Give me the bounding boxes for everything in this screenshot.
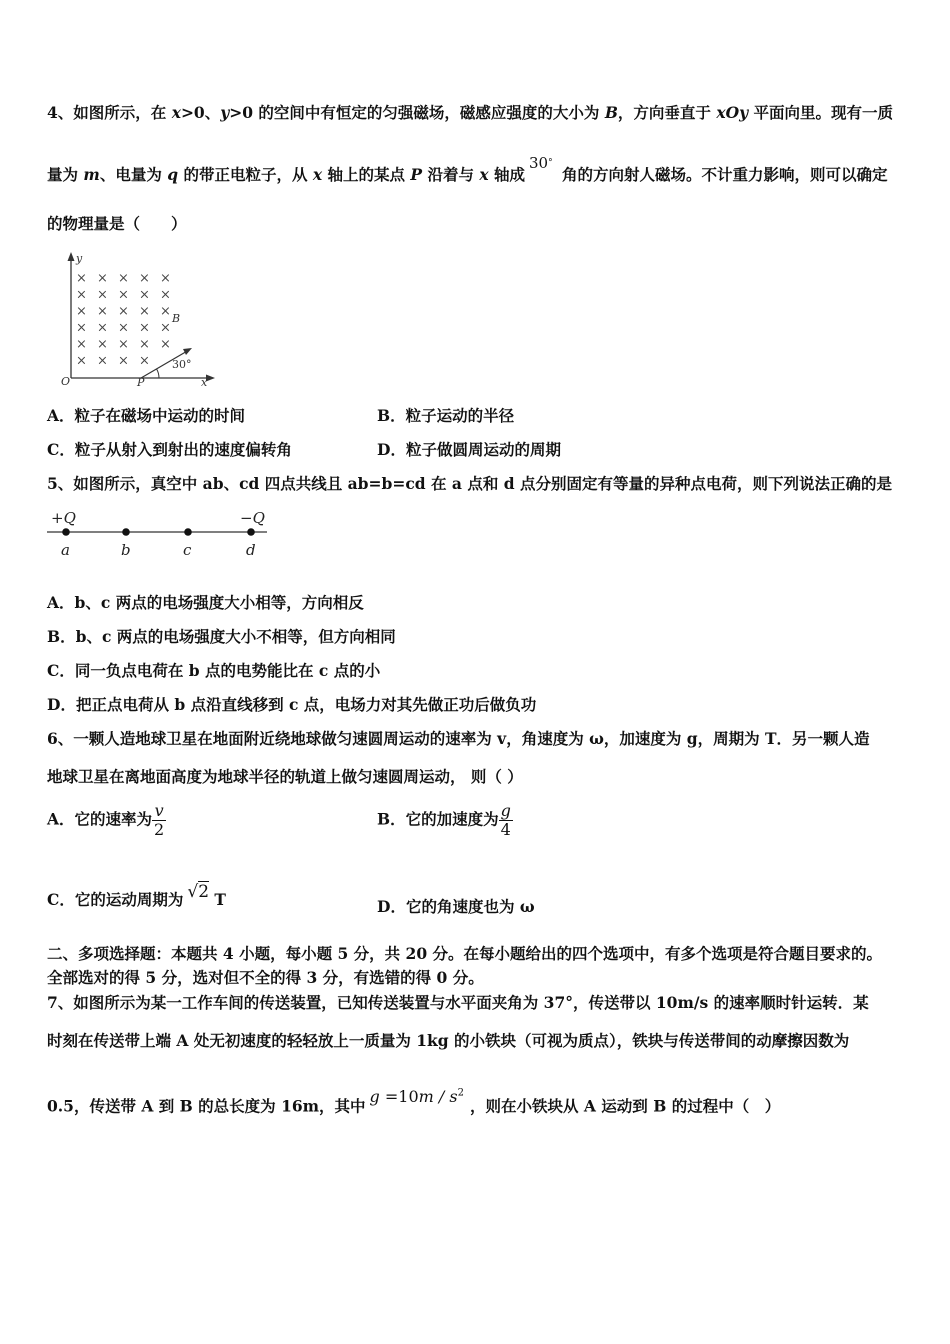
field-cross: × bbox=[97, 353, 108, 369]
field-cross: × bbox=[76, 287, 87, 303]
label-o: O bbox=[61, 375, 71, 388]
point-a bbox=[62, 528, 70, 536]
section2-line2: 全部选对的得 5 分，选对但不全的得 3 分，有选错的得 0 分。 bbox=[47, 968, 484, 987]
field-cross: × bbox=[97, 304, 108, 319]
q5-stem: 5、如图所示，真空中 ab、cd 四点共线且 ab=b=cd 在 a 点和 d 点分别固定有等量的异种点电荷，则下列说法正确的是 bbox=[47, 474, 892, 493]
field-cross: × bbox=[139, 271, 150, 286]
point-d bbox=[247, 528, 255, 536]
field-cross: × bbox=[76, 353, 87, 369]
field-cross: × bbox=[160, 337, 171, 352]
label-y: y bbox=[76, 252, 83, 265]
field-cross: × bbox=[118, 337, 129, 352]
charges-figure bbox=[42, 505, 282, 563]
field-cross: × bbox=[160, 271, 171, 286]
field-cross: × bbox=[118, 304, 129, 319]
field-crosses bbox=[76, 271, 171, 369]
field-cross: × bbox=[76, 337, 87, 352]
section2-line1: 二、多项选择题：本题共 4 小题，每小题 5 分，共 20 分。在每小题给出的四个选项中，有多个选项是符合题目要求的。 bbox=[47, 944, 883, 963]
q7-stem-line1: 7、如图所示为某一工作车间的传送装置，已知传送装置与水平面夹角为 37°，传送带以 10m/s 的速率顺时针运转．某 bbox=[47, 993, 869, 1012]
q4-stem-line2: 量为 m、电量为 q 的带正电粒子，从 x 轴上的某点 P 沿着与 x 轴成30° 角的方向射人磁场。不计重力影响，则可以确定 bbox=[47, 154, 888, 184]
q7-stem-line3: 0.5，传送带 A 到 B 的总长度为 16m，其中 $g =10m / s^2$，则在小铁块从 A 运动到 B 的过程中（ ） bbox=[47, 1087, 781, 1116]
x-arrow bbox=[206, 375, 215, 382]
field-cross: × bbox=[97, 337, 108, 352]
field-cross: × bbox=[97, 320, 108, 336]
label-x: x bbox=[201, 376, 208, 389]
field-cross: × bbox=[97, 287, 108, 303]
q5-option-c[interactable]: C．同一负点电荷在 b 点的电势能比在 c 点的小 bbox=[47, 661, 381, 680]
field-cross: × bbox=[160, 320, 171, 336]
field-cross: × bbox=[97, 271, 108, 286]
q7-stem-line2: 时刻在传送带上端 A 处无初速度的轻轻放上一质量为 1kg 的小铁块（可视为质点），铁块与传送带间的动摩擦因数为 bbox=[47, 1031, 850, 1050]
field-cross: × bbox=[118, 271, 129, 286]
q4-option-b[interactable]: B．粒子运动的半径 bbox=[377, 406, 515, 425]
field-cross: × bbox=[139, 304, 150, 319]
field-cross: × bbox=[139, 353, 150, 369]
label-c: c bbox=[183, 541, 192, 559]
q5-option-b[interactable]: B．b、c 两点的电场强度大小不相等，但方向相同 bbox=[47, 627, 396, 646]
fraction-g-4: $\frac{g}{4}$ bbox=[500, 801, 511, 839]
q4-stem-line3: 的物理量是（ ） bbox=[47, 214, 187, 233]
label-p: P bbox=[137, 376, 145, 389]
label-angle: 30° bbox=[172, 358, 192, 371]
angle-arc bbox=[157, 369, 159, 378]
field-cross: × bbox=[118, 353, 129, 369]
field-cross: × bbox=[160, 304, 171, 319]
magnetic-field-figure bbox=[55, 250, 220, 390]
q5-option-d[interactable]: D．把正点电荷从 b 点沿直线移到 c 点，电场力对其先做正功后做负功 bbox=[47, 695, 537, 714]
q5-option-a[interactable]: A．b、c 两点的电场强度大小相等，方向相反 bbox=[47, 593, 364, 612]
q6-option-b[interactable]: B．它的加速度为 $\frac{g}{4}$ bbox=[377, 801, 511, 839]
q4-option-d[interactable]: D．粒子做圆周运动的周期 bbox=[377, 440, 561, 459]
field-cross: × bbox=[76, 320, 87, 336]
angle-30: 30° bbox=[529, 154, 553, 172]
q4-option-a[interactable]: A．粒子在磁场中运动的时间 bbox=[47, 406, 246, 425]
field-cross: × bbox=[139, 320, 150, 336]
label-plus-q: +Q bbox=[51, 509, 76, 527]
field-cross: × bbox=[139, 337, 150, 352]
point-b bbox=[122, 528, 130, 536]
q6-option-a[interactable]: A．它的速率为 $\frac{v}{2}$ bbox=[47, 801, 165, 839]
field-cross: × bbox=[160, 287, 171, 303]
velocity-arrowhead bbox=[183, 348, 192, 355]
sqrt-2: √2 bbox=[187, 882, 210, 902]
label-minus-q: −Q bbox=[240, 509, 265, 527]
q6-option-c[interactable]: C．它的运动周期为 √2 T bbox=[47, 882, 226, 909]
fraction-v-2: $\frac{v}{2}$ bbox=[154, 801, 165, 839]
y-arrow bbox=[68, 252, 75, 261]
q4-option-c[interactable]: C．粒子从射入到射出的速度偏转角 bbox=[47, 440, 292, 459]
formula-g: $g =10m / s^2$ bbox=[369, 1087, 464, 1107]
label-b: B bbox=[172, 312, 181, 325]
field-cross: × bbox=[139, 287, 150, 303]
label-b: b bbox=[121, 541, 131, 559]
field-cross: × bbox=[118, 320, 129, 336]
q6-stem-line1: 6、一颗人造地球卫星在地面附近绕地球做匀速圆周运动的速率为 v，角速度为 ω，加速度为 g，周期为 T．另一颗人造 bbox=[47, 729, 870, 748]
q6-stem-line2: 地球卫星在离地面高度为地球半径的轨道上做匀速圆周运动， 则（ ） bbox=[47, 767, 523, 786]
field-cross: × bbox=[118, 287, 129, 303]
label-a: a bbox=[61, 541, 70, 559]
label-d: d bbox=[246, 541, 256, 559]
q6-option-d[interactable]: D．它的角速度也为 ω bbox=[377, 897, 535, 916]
field-cross: × bbox=[76, 271, 87, 286]
field-cross: × bbox=[76, 304, 87, 319]
q4-stem-line1: 4、如图所示，在 x>0、y>0 的空间中有恒定的匀强磁场，磁感应强度的大小为 B，方向垂直于 xOy 平面向里。现有一质 bbox=[47, 103, 893, 122]
point-c bbox=[184, 528, 192, 536]
